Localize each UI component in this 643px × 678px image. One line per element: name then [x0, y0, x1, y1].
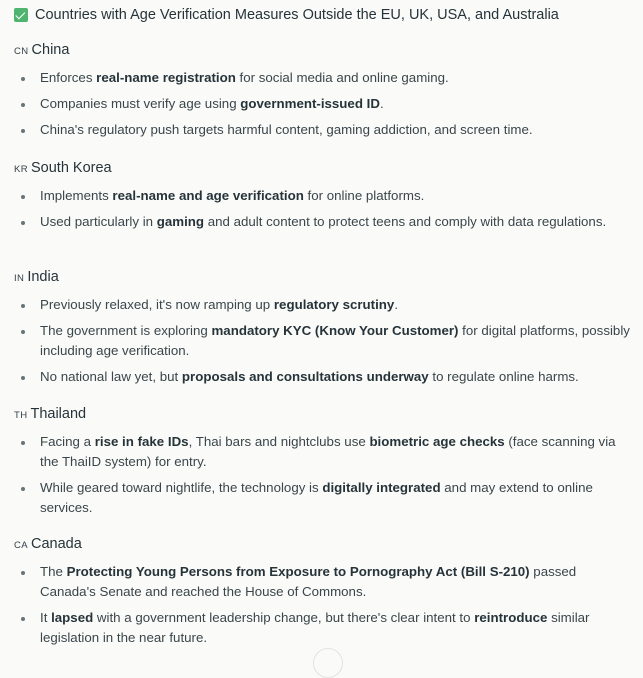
bold-text: digitally integrated [322, 480, 441, 495]
bullet-list [14, 562, 634, 648]
bold-text: biometric age checks [369, 434, 505, 449]
text: . [379, 96, 384, 111]
flag-code-icon: TH [14, 410, 28, 421]
response-heading [14, 7, 559, 23]
text: The [40, 564, 67, 579]
list-item [14, 186, 634, 206]
text: Facing a [40, 434, 95, 449]
text: Enforces [40, 70, 97, 85]
bold-text: regulatory scrutiny [273, 297, 395, 312]
text: passed Canada's Senate and reached the House of Commons. [40, 564, 577, 599]
flag-code-icon: CN [14, 46, 29, 57]
list-item [14, 367, 634, 387]
list-item [14, 212, 634, 232]
text: similar legislation in the near future. [40, 610, 590, 645]
text: Previously relaxed, it's now ramping up [40, 297, 274, 312]
text: Companies must verify age using [40, 96, 241, 111]
text: The government is exploring [40, 323, 212, 338]
list-item [14, 608, 634, 648]
list-item [14, 478, 634, 518]
text: No national law yet, but [40, 369, 182, 384]
text: for social media and online gaming. [235, 70, 449, 85]
country-name: China [31, 42, 70, 58]
country-section [14, 536, 634, 654]
bold-text: government-issued ID [240, 96, 380, 111]
country-heading [14, 160, 634, 180]
text: . [394, 297, 399, 312]
text: with a government leadership change, but there's clear intent to [93, 610, 475, 625]
text: for online platforms. [303, 188, 425, 203]
list-item [14, 68, 634, 88]
bullet-list [14, 432, 634, 518]
flag-code-icon: CA [14, 540, 28, 551]
flag-code-icon: IN [14, 273, 25, 284]
country-name: Thailand [30, 406, 87, 422]
bold-text: lapsed [51, 610, 94, 625]
country-name: South Korea [31, 160, 112, 176]
country-name: Canada [31, 536, 82, 552]
text: Used particularly in [40, 214, 157, 229]
bold-text: real-name registration [96, 70, 236, 85]
bold-text: rise in fake IDs [94, 434, 189, 449]
list-item [14, 432, 634, 472]
country-section [14, 42, 634, 146]
country-heading [14, 269, 634, 289]
bold-text: reintroduce [474, 610, 548, 625]
text: While geared toward nightlife, the technology is [40, 480, 323, 495]
country-name: India [27, 269, 59, 285]
list-item [14, 120, 634, 140]
check-mark-button-icon [14, 8, 28, 22]
list-item [14, 562, 634, 602]
country-section [14, 269, 634, 393]
list-item [14, 295, 634, 315]
list-item [14, 94, 634, 114]
bullet-list [14, 186, 634, 232]
bold-text: mandatory KYC (Know Your Customer) [211, 323, 459, 338]
text: , Thai bars and nightclubs use [188, 434, 370, 449]
text: and may extend to online services. [40, 480, 593, 515]
heading-title: Countries with Age Verification Measures Outside the EU, UK, USA, and Australia [35, 7, 559, 23]
text: Implements [40, 188, 113, 203]
country-heading [14, 536, 634, 556]
bold-text: real-name and age verification [112, 188, 304, 203]
bold-text: gaming [156, 214, 205, 229]
bullet-list [14, 68, 634, 140]
text: for digital platforms, possibly including age verification. [40, 323, 630, 358]
country-heading [14, 42, 634, 62]
bold-text: Protecting Young Persons from Exposure to Pornography Act (Bill S-210) [66, 564, 530, 579]
country-section [14, 160, 634, 238]
text: It [40, 610, 52, 625]
text: and adult content to protect teens and comply with data regulations. [204, 214, 607, 229]
text: to regulate online harms. [428, 369, 579, 384]
text: China's regulatory push targets harmful content, gaming addiction, and screen time. [40, 122, 533, 137]
country-section [14, 406, 634, 524]
bold-text: proposals and consultations underway [181, 369, 429, 384]
list-item [14, 321, 634, 361]
text: (face scanning via the ThaiID system) for entry. [40, 434, 616, 469]
bullet-list [14, 295, 634, 387]
flag-code-icon: KR [14, 164, 28, 175]
country-heading [14, 406, 634, 426]
